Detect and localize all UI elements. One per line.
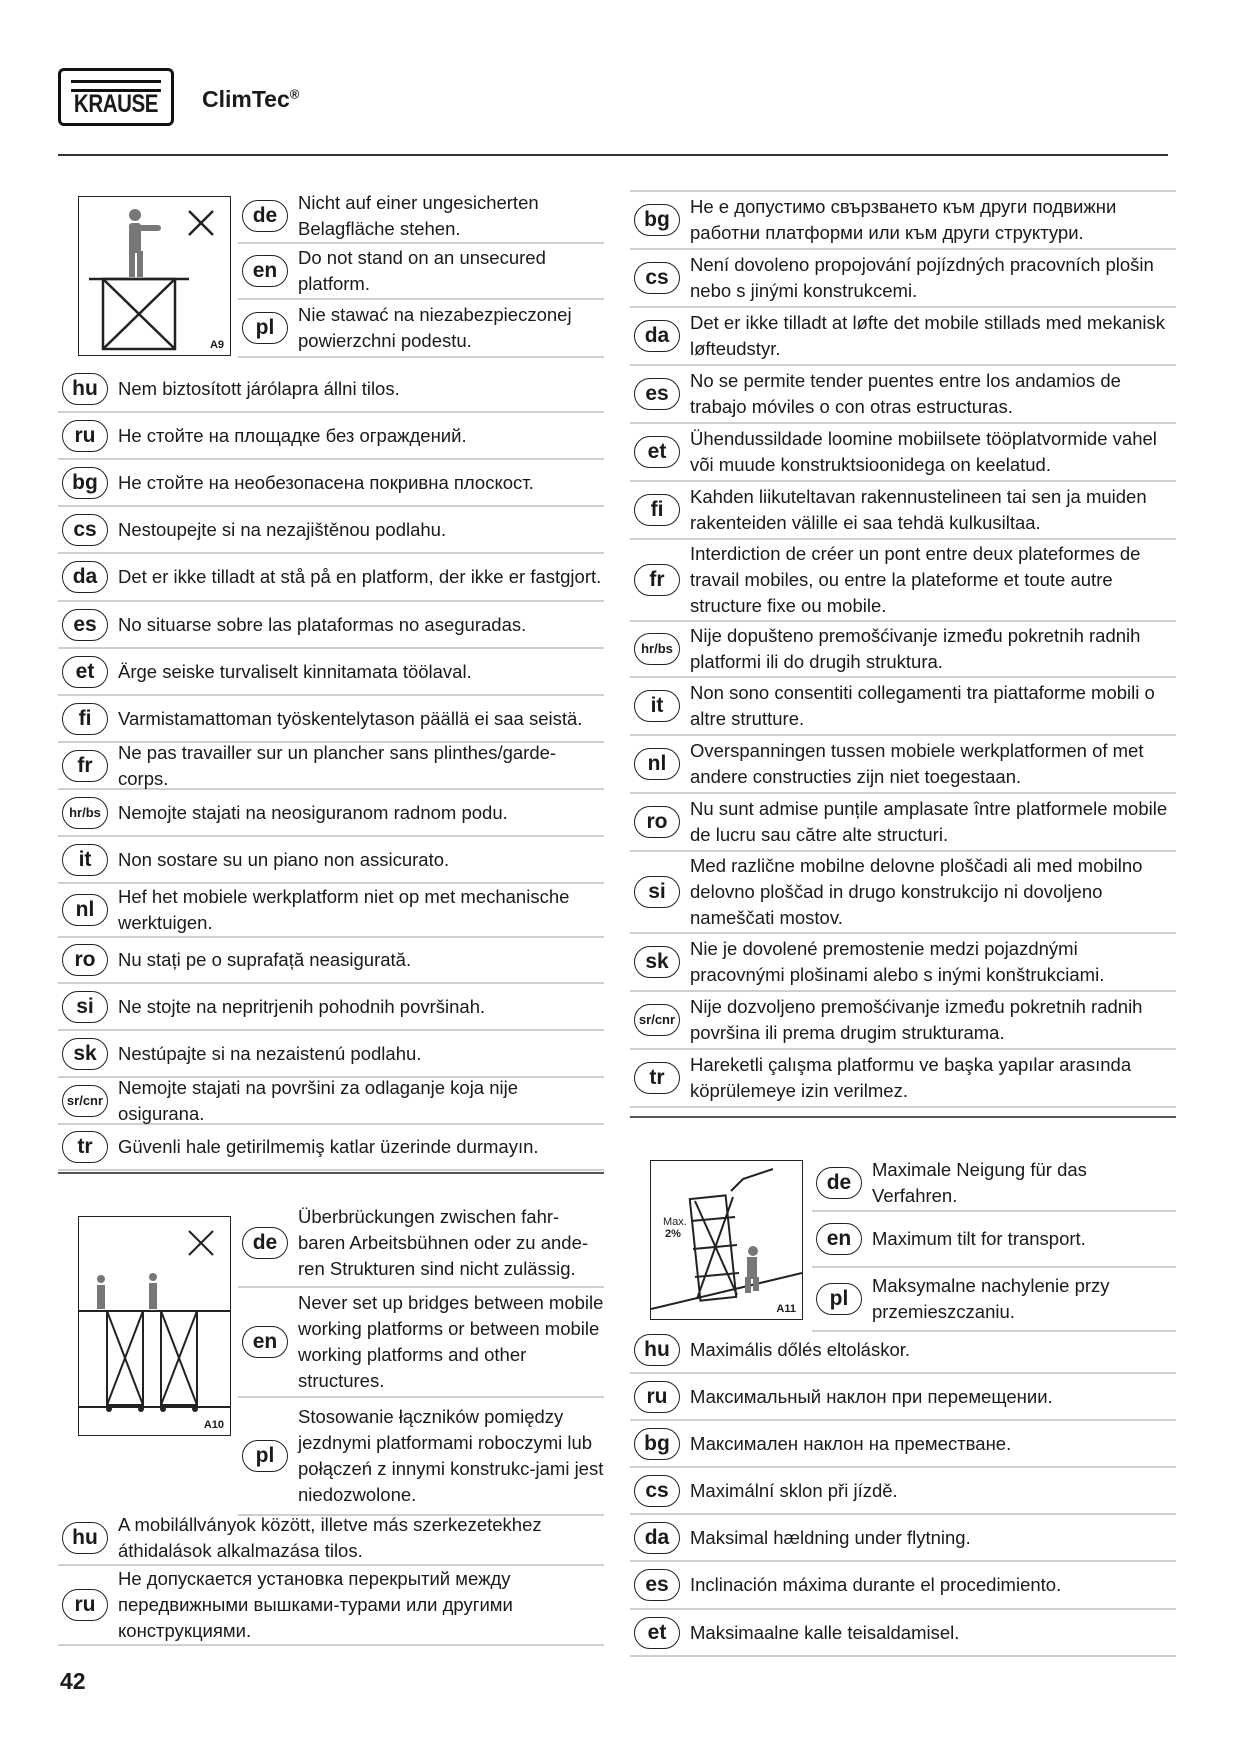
instruction-row-de [238, 1200, 604, 1288]
krause-logo [58, 68, 174, 126]
instruction-text: No situarse sobre las plataformas no aseguradas. [118, 613, 527, 635]
instruction-row-bg [630, 192, 1176, 250]
language-code-badge: da [634, 320, 680, 352]
product-title: ClimTec [202, 86, 290, 112]
instruction-text: Med različne mobilne delovne ploščadi ali med mobilno delovno ploščad in drugo konstrukcijo ni dovoljeno nameščati mostov. [690, 855, 1143, 928]
registered-mark: ® [289, 86, 300, 102]
instruction-row-it [630, 678, 1176, 736]
language-code-badge: fi [634, 494, 680, 526]
instruction-row-de [238, 190, 604, 244]
instruction-row-es [630, 1562, 1176, 1610]
instruction-text: Nestúpajte si na nezaistenú podlahu. [118, 1042, 422, 1064]
instruction-row-bg [58, 460, 604, 507]
instruction-row-sr-cnr [58, 1078, 604, 1125]
left-top-rows [238, 190, 604, 358]
page-number: 42 [60, 1668, 86, 1694]
left-bottom-rows [58, 1512, 604, 1646]
language-code-badge: pl [242, 312, 288, 344]
instruction-row-si [630, 852, 1176, 934]
figure-label: A9 [209, 339, 224, 351]
right-language-list-2 [630, 1327, 1176, 1657]
language-code-badge: sk [634, 946, 680, 978]
language-code-badge: bg [634, 204, 680, 236]
instruction-text: Nu stați pe o suprafață neasigurată. [118, 949, 412, 970]
instruction-text: Nie je dovolené premostenie medzi pojazdnými pracovnými plošinami alebo s inými konštrukciami. [690, 938, 1105, 985]
language-code-badge: ro [634, 806, 680, 838]
figure-label: A10 [203, 1419, 224, 1431]
language-code-badge: es [634, 1569, 680, 1601]
instruction-text: Nu sunt admise punțile amplasate între platformele mobile de lucru sau către alte structuri. [690, 798, 1168, 845]
language-code-badge: cs [634, 1475, 680, 1507]
language-code-badge: es [62, 609, 108, 641]
instruction-text: Kahden liikuteltavan rakennustelineen tai sen ja muiden rakenteiden välille ei saa tehdä kulkusiltaa. [690, 486, 1147, 533]
instruction-text: Ne stojte na nepritrjenih pohodnih površinah. [118, 995, 486, 1017]
instruction-row-sr-cnr [630, 992, 1176, 1050]
instruction-text: Nije dopušteno premošćivanje između pokretnih radnih platformi ili do drugih struktura. [690, 625, 1141, 672]
language-code-badge: tr [62, 1131, 108, 1163]
instruction-row-fr [630, 540, 1176, 622]
instruction-text: Nije dozvoljeno premošćivanje između pokretnih radnih površina ili prema drugim strukturama. [690, 996, 1143, 1043]
language-code-badge: hr/bs [634, 633, 680, 665]
instruction-text: Nem biztosított járólapra állni tilos. [118, 377, 400, 399]
language-code-badge: nl [634, 748, 680, 780]
language-code-badge: en [816, 1223, 862, 1255]
instruction-text: Nicht auf einer ungesicherten Belagfläche stehen. [298, 192, 539, 239]
language-code-badge: es [634, 378, 680, 410]
right-section-divider [630, 1116, 1176, 1118]
product-name [202, 86, 299, 113]
instruction-row-tr [630, 1050, 1176, 1108]
instruction-text: Varmistamattoman työskentelytason päällä ei saa seistä. [118, 707, 583, 729]
instruction-row-tr [58, 1125, 604, 1171]
language-code-badge: da [634, 1522, 680, 1554]
instruction-row-cs [630, 1468, 1176, 1515]
tilted-scaffold-icon [651, 1161, 802, 1319]
instruction-row-pl [238, 1398, 604, 1516]
instruction-text: Nestoupejte si na nezajištěnou podlahu. [118, 518, 447, 540]
language-code-badge: sr/cnr [634, 1004, 680, 1036]
instruction-row-es [630, 366, 1176, 424]
instruction-row-da [630, 1515, 1176, 1562]
left-section-divider [58, 1172, 604, 1174]
instruction-text: Det er ikke tilladt at løfte det mobile stillads med mekanisk løfteudstyr. [690, 312, 1166, 359]
language-code-badge: sr/cnr [62, 1085, 108, 1117]
instruction-text: Není dovoleno propojování pojízdných pracovních plošin nebo s jinými konstrukcemi. [690, 254, 1154, 301]
instruction-row-pl [238, 300, 604, 358]
instruction-row-cs [630, 250, 1176, 308]
language-code-badge: cs [62, 514, 108, 546]
instruction-text: Non sostare su un piano non assicurato. [118, 848, 450, 870]
instruction-text: Максимален наклон на преместване. [690, 1432, 1012, 1454]
language-code-badge: da [62, 561, 108, 593]
page-header [58, 68, 1168, 156]
instruction-row-hr-bs [58, 790, 604, 837]
language-code-badge: de [816, 1167, 862, 1199]
language-code-badge: hu [62, 1522, 108, 1554]
instruction-text: Stosowanie łączników pomiędzy jezdnymi platformami roboczymi lub połączeń z innymi konstrukc-jami jest niedozwolone. [298, 1406, 604, 1505]
instruction-text: Maximum tilt for transport. [872, 1228, 1086, 1249]
instruction-row-en [238, 1288, 604, 1398]
instruction-text: Максимальный наклон при перемещении. [690, 1385, 1053, 1407]
instruction-text: Не е допустимо свързването към други подвижни работни платформи или към други структури. [690, 196, 1117, 243]
instruction-text: Ärge seiske turvaliselt kinnitamata töölaval. [118, 660, 472, 682]
instruction-row-ru [58, 413, 604, 460]
language-code-badge: ru [62, 1589, 108, 1621]
instruction-row-es [58, 602, 604, 649]
instruction-row-hu [58, 1512, 604, 1566]
scaffold-person-icon [79, 197, 230, 355]
instruction-row-fr [58, 743, 604, 790]
language-code-badge: en [242, 1326, 288, 1358]
language-code-badge: tr [634, 1062, 680, 1094]
language-code-badge: de [242, 1227, 288, 1259]
instruction-row-en [812, 1212, 1176, 1268]
tilt-value: 2% [665, 1228, 681, 1240]
instruction-text: Maximální sklon při jízdě. [690, 1479, 898, 1501]
instruction-text: Не допускается установка перекрытий между передвижными вышками-турами или другими конструкциями. [118, 1568, 513, 1641]
right-language-list [630, 190, 1176, 1108]
language-code-badge: sk [62, 1038, 108, 1070]
instruction-text: Güvenli hale getirilmemiş katlar üzerinde durmayın. [118, 1136, 539, 1157]
instruction-row-ro [58, 938, 604, 984]
language-code-badge: it [62, 844, 108, 876]
instruction-text: Overspanningen tussen mobiele werkplatformen of met andere constructies zijn niet toegestaan. [690, 740, 1144, 787]
instruction-row-sk [58, 1031, 604, 1078]
language-code-badge: ru [634, 1381, 680, 1413]
tilt-label: Max. [663, 1216, 687, 1228]
instruction-text: Det er ikke tilladt at stå på en platform, der ikke er fastgjort. [118, 566, 602, 587]
language-code-badge: ro [62, 944, 108, 976]
language-code-badge: si [62, 991, 108, 1023]
instruction-row-da [630, 308, 1176, 366]
language-code-badge: de [242, 200, 288, 232]
right-top2-rows [812, 1156, 1176, 1332]
left-language-list [58, 366, 604, 1171]
language-code-badge: ru [62, 420, 108, 452]
instruction-row-et [630, 424, 1176, 482]
instruction-row-de [812, 1156, 1176, 1212]
language-code-badge: hu [634, 1334, 680, 1366]
instruction-row-hr-bs [630, 622, 1176, 678]
left-mid-rows [238, 1200, 604, 1516]
instruction-row-bg [630, 1421, 1176, 1468]
instruction-text: Maksymalne nachylenie przy przemieszczaniu. [872, 1275, 1110, 1322]
instruction-text: Interdiction de créer un pont entre deux plateformes de travail mobiles, ou entre la plateforme et toute autre structure fixe ou mobile. [690, 543, 1141, 616]
figure-a11 [650, 1160, 803, 1320]
instruction-text: No se permite tender puentes entre los andamios de trabajo móviles o con otras estructuras. [690, 370, 1121, 417]
language-code-badge: fr [634, 564, 680, 596]
language-code-badge: hr/bs [62, 797, 108, 829]
instruction-text: Never set up bridges between mobile working platforms or between mobile working platforms and other structures. [298, 1292, 604, 1391]
instruction-text: Nemojte stajati na neosiguranom radnom podu. [118, 801, 508, 823]
instruction-row-nl [58, 884, 604, 938]
language-code-badge: cs [634, 262, 680, 294]
instruction-row-en [238, 244, 604, 300]
instruction-text: Maksimal hældning under flytning. [690, 1526, 971, 1548]
instruction-row-ru [630, 1374, 1176, 1421]
instruction-text: Hareketli çalışma platformu ve başka yapılar arasında köprülemeye izin verilmez. [690, 1054, 1132, 1101]
language-code-badge: si [634, 876, 680, 908]
language-code-badge: bg [634, 1428, 680, 1460]
language-code-badge: pl [242, 1440, 288, 1472]
instruction-row-da [58, 554, 604, 602]
instruction-text: A mobilállványok között, illetve más szerkezetekhez áthidalások alkalmazása tilos. [118, 1514, 542, 1561]
language-code-badge: hu [62, 373, 108, 405]
figure-label: A11 [776, 1303, 796, 1315]
language-code-badge: et [62, 656, 108, 688]
instruction-text: Nie stawać na niezabezpieczonej powierzchni podestu. [298, 304, 572, 351]
instruction-text: Inclinación máxima durante el procedimiento. [690, 1574, 1062, 1595]
instruction-row-hu [630, 1327, 1176, 1374]
instruction-row-pl [812, 1268, 1176, 1332]
instruction-row-si [58, 984, 604, 1031]
language-code-badge: et [634, 436, 680, 468]
instruction-text: Nemojte stajati na površini za odlaganje koja nije osigurana. [118, 1076, 519, 1124]
language-code-badge: bg [62, 467, 108, 499]
instruction-row-ro [630, 794, 1176, 852]
language-code-badge: en [242, 255, 288, 287]
instruction-text: Ühendussildade loomine mobiilsete tööplatvormide vahel või muude konstruktsioonidega on keelatud. [690, 428, 1157, 475]
instruction-text: Non sono consentiti collegamenti tra piattaforme mobili o altre strutture. [690, 682, 1155, 729]
instruction-row-fi [58, 696, 604, 743]
instruction-text: Maksimaalne kalle teisaldamisel. [690, 1621, 960, 1643]
instruction-text: Hef het mobiele werkplatform niet op met mechanische werktuigen. [118, 886, 570, 933]
figure-a10 [78, 1216, 231, 1436]
instruction-row-it [58, 837, 604, 884]
instruction-text: Ne pas travailler sur un plancher sans plinthes/garde-corps. [118, 741, 557, 789]
language-code-badge: fi [62, 703, 108, 735]
language-code-badge: nl [62, 894, 108, 926]
instruction-text: Do not stand on an unsecured platform. [298, 247, 546, 294]
language-code-badge: fr [62, 750, 108, 782]
instruction-row-hu [58, 366, 604, 413]
instruction-text: Maximális dőlés eltoláskor. [690, 1338, 911, 1360]
language-code-badge: it [634, 690, 680, 722]
instruction-text: Maximale Neigung für das Verfahren. [872, 1159, 1087, 1206]
bridged-scaffolds-icon [79, 1217, 230, 1435]
figure-a9 [78, 196, 231, 356]
language-code-badge: et [634, 1617, 680, 1649]
instruction-text: Не стойте на площадке без ограждений. [118, 424, 467, 446]
instruction-row-et [630, 1610, 1176, 1657]
instruction-row-fi [630, 482, 1176, 540]
instruction-row-cs [58, 507, 604, 554]
instruction-row-sk [630, 934, 1176, 992]
instruction-row-nl [630, 736, 1176, 794]
language-code-badge: pl [816, 1283, 862, 1315]
instruction-text: Überbrückungen zwischen fahr-baren Arbeitsbühnen oder zu ande-ren Strukturen sind nicht zulässig. [298, 1206, 589, 1279]
logo-text: KRAUSE [73, 90, 159, 118]
instruction-text: Не стойте на необезопасена покривна плоскост. [118, 471, 534, 493]
instruction-row-et [58, 649, 604, 696]
instruction-row-ru [58, 1566, 604, 1646]
